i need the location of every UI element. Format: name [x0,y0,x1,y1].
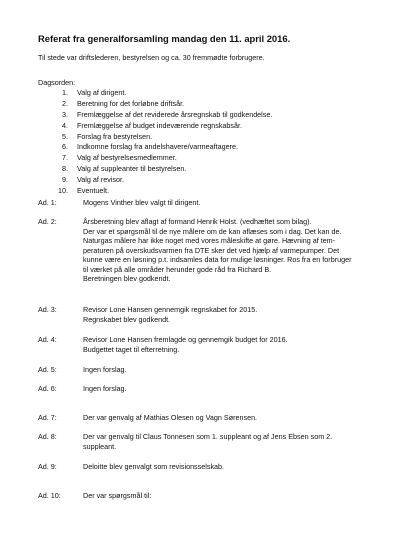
document-title: Referat fra generalforsamling mandag den 11. april 2016. [38,33,291,44]
ad-line: til værket på alle områder herunder gode råd fra Richard B. [83,264,272,274]
agenda-item-number: 7. [62,153,68,163]
ad-line: Beretningen blev godkendt. [83,274,171,283]
ad-line: Der var genvalg til Claus Tonnesen som 1. suppleant og af Jens Ebsen som 2. [83,432,333,441]
ad-line: Der var spørgsmål til: [83,491,152,500]
agenda-item-text: Valg af revisor. [77,175,125,185]
ad-line: suppleant. [83,441,117,451]
ad-line: Der var genvalg af Mathias Olesen og Vagn Sørensen. [83,413,258,422]
agenda-item-text: Valg af dirigent. [77,88,127,97]
ad-line: Revisor Lone Hansen gennemgik regnskabet for 2015. [83,305,258,314]
agenda-item-number: 2. [62,98,68,108]
agenda-item-number: 8. [62,164,68,174]
ad-label: Ad. 7: [38,413,57,422]
agenda-item-text: Valg af suppleanter til bestyrelsen. [77,164,187,174]
ad-label: Ad. 10: [38,491,61,500]
agenda-item-number: 6. [62,142,68,152]
agenda-item-number: 4. [62,120,68,130]
ad-text [83,432,383,451]
agenda-item-number: 3. [62,109,68,119]
ad-line: Mogens Vinther blev valgt til dirigent. [83,198,201,207]
ad-line: Der var et spørgsmål til de nye målere om de kan aflæses som i dag. Det kan de. [83,226,342,236]
agenda-item-number: 10. [58,186,68,196]
agenda-item-number: 5. [62,131,68,141]
ad-text [83,413,383,423]
ad-text [83,491,383,501]
ad-text [83,335,383,354]
agenda-item-text: Indkomne forslag fra andelshavere/varmeaftagere. [77,142,239,152]
ad-line: Naturgas målere har ikke noget med vores måleskifte at gøre. Hævning af tem- [83,236,336,245]
agenda-item-text: Eventuelt. [77,186,109,196]
ad-line: Revisor Lone Hansen fremlagde og gennemgik budget for 2016. [83,335,288,344]
ad-text [83,462,383,472]
ad-text [83,217,383,284]
ad-line: kunne være en løsning p.t. indsamles data for mulige løsninger. Ros fra en forbruger [83,255,352,264]
ad-line: Budgettet taget til efterretning. [83,344,180,354]
ad-label: Ad. 4: [38,335,57,344]
agenda-item-text: Fremlæggelse af det reviderede årsregnskab til godkendelse. [77,109,273,119]
ad-text [83,365,383,375]
ad-label: Ad. 5: [38,365,57,374]
ad-label: Ad. 8: [38,432,57,441]
intro-paragraph: Til stede var driftslederen, bestyrelsen og ca. 30 fremmødte forbrugere. [38,53,265,62]
ad-label: Ad. 1: [38,198,57,207]
ad-line: peraturen på overskudsvarmen fra DTE sker det ved hjælp af varmepumper. Det [83,245,340,255]
ad-line: Årsberetning blev aflagt af formand Henrik Holst. (vedhæftet som bilag). [83,217,312,226]
ad-line: Ingen forslag. [83,365,127,374]
agenda-item-text: Forslag fra bestyrelsen. [77,131,153,141]
ad-label: Ad. 3: [38,305,57,314]
ad-label: Ad. 6: [38,384,57,393]
agenda-item-text: Beretning for det forløbne driftsår. [77,98,185,108]
ad-line: Ingen forslag. [83,384,127,393]
ad-text [83,305,383,324]
agenda-item-number: 9. [62,175,68,185]
ad-label: Ad. 2: [38,217,57,226]
agenda-item-number: 1. [62,88,68,97]
ad-label: Ad. 9: [38,462,57,471]
agenda-heading: Dagsorden: [38,78,76,87]
ad-line: Deloitte blev genvalgt som revisionsselskab. [83,462,225,471]
ad-text [83,198,383,208]
ad-line: Regnskabet blev godkendt. [83,314,171,324]
agenda-item-text: Fremlæggelse af budget indeværende regnskabsår. [77,120,243,130]
ad-text [83,384,383,394]
agenda-item-text: Valg af bestyrelsesmedlemmer. [77,153,177,163]
